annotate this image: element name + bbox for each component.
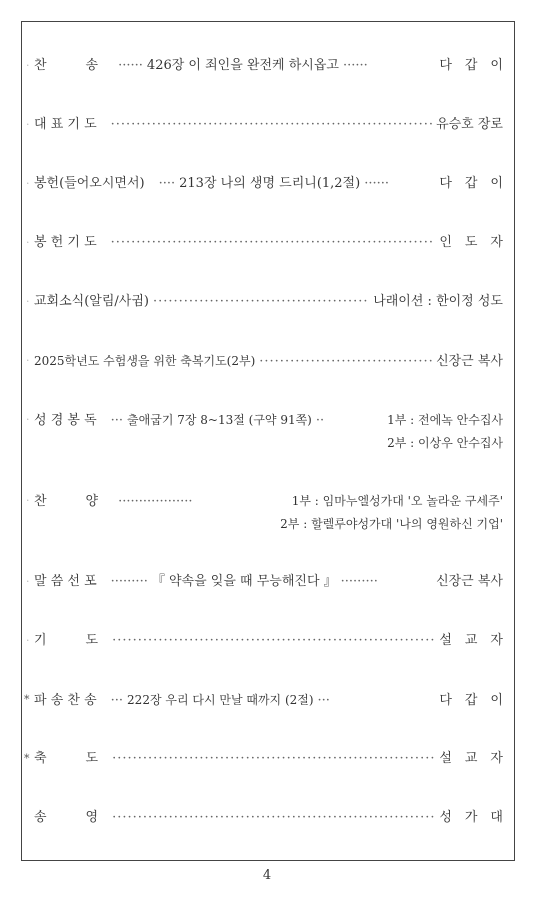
bullet-mark: · bbox=[26, 575, 30, 588]
item-detail: 출애굽기 7장 8~13절 (구약 91쪽) bbox=[127, 413, 312, 427]
item-responsible: 나래이션 : 한이정 성도 bbox=[373, 294, 503, 309]
order-item-doxology bbox=[34, 810, 503, 826]
item-responsible: 설 교 자 bbox=[439, 633, 503, 648]
leader-dots: ······ bbox=[364, 176, 389, 191]
item-responsible: 인 도 자 bbox=[439, 235, 503, 250]
item-title: 봉 헌 기 도 bbox=[34, 235, 97, 250]
order-item-prayer bbox=[26, 633, 503, 649]
bullet-mark: · bbox=[26, 177, 30, 190]
item-responsible: 다 갑 이 bbox=[439, 58, 503, 73]
bullet-mark: * bbox=[24, 693, 30, 706]
leader-dots bbox=[111, 117, 432, 133]
order-item-offering bbox=[26, 176, 503, 192]
bullet-mark: · bbox=[26, 413, 30, 426]
bullet-mark: · bbox=[26, 634, 30, 647]
bullet-mark: · bbox=[26, 236, 30, 249]
order-item-benediction bbox=[24, 751, 503, 767]
item-responsible: 신장근 복사 bbox=[436, 354, 503, 369]
leader-dots: ··· bbox=[317, 693, 330, 708]
item-title: 파 송 찬 송 bbox=[34, 693, 97, 708]
item-title: 말 씀 선 포 bbox=[34, 574, 97, 589]
item-title: 성 경 봉 독 bbox=[34, 413, 97, 428]
leader-dots: ·················· bbox=[118, 494, 193, 509]
bullet-mark: · bbox=[26, 354, 30, 367]
order-item-hymn bbox=[26, 58, 503, 74]
order-item-blessing-prayer bbox=[26, 353, 503, 370]
bullet-mark: * bbox=[24, 752, 30, 765]
leader-dots: ······ bbox=[342, 58, 368, 73]
item-title: 찬 송 bbox=[34, 58, 99, 73]
item-detail: 426장 이 죄인을 완전케 하시옵고 bbox=[146, 58, 339, 73]
page-number: 4 bbox=[262, 868, 272, 883]
item-title: 축 도 bbox=[34, 751, 99, 766]
item-responsible-2: 2부 : 할렐루야성가대 '나의 영원하신 기업' bbox=[280, 517, 503, 531]
item-title: 2025학년도 수험생을 위한 축복기도(2부) bbox=[34, 354, 256, 368]
leader-dots: ·· bbox=[315, 413, 325, 428]
leader-dots: ······ bbox=[118, 58, 143, 73]
item-detail: 213장 나의 생명 드리니(1,2절) bbox=[179, 176, 361, 191]
leader-dots bbox=[112, 751, 435, 767]
item-responsible: 다 갑 이 bbox=[439, 693, 503, 708]
item-title: 송 영 bbox=[34, 810, 99, 825]
item-title: 기 도 bbox=[34, 633, 99, 648]
leader-dots: ··· bbox=[110, 693, 124, 708]
item-responsible: 다 갑 이 bbox=[439, 176, 503, 191]
leader-dots: ········· bbox=[110, 574, 148, 589]
item-title: 대 표 기 도 bbox=[34, 117, 97, 132]
leader-dots: ···· bbox=[158, 176, 176, 191]
item-responsible: 유승호 장로 bbox=[436, 117, 503, 132]
order-item-representative-prayer bbox=[26, 117, 503, 133]
item-title: 봉헌(들어오시면서) bbox=[34, 176, 145, 191]
sermon-title: 『 약속을 잊을 때 무능해진다 』 bbox=[151, 574, 337, 589]
order-item-sending-hymn bbox=[24, 692, 503, 709]
leader-dots: ········· bbox=[340, 574, 378, 589]
order-item-offering-prayer bbox=[26, 235, 503, 251]
item-title: 찬 양 bbox=[34, 494, 99, 509]
order-item-church-news bbox=[26, 294, 503, 310]
bullet-mark: · bbox=[26, 494, 30, 507]
item-responsible: 1부 : 임마누엘성가대 '오 놀라운 구세주' bbox=[291, 494, 503, 508]
order-item-choir-anthem bbox=[26, 493, 503, 532]
bullet-mark: · bbox=[26, 295, 30, 308]
leader-dots bbox=[111, 235, 436, 251]
item-responsible-2: 2부 : 이상우 안수집사 bbox=[387, 436, 503, 450]
leader-dots bbox=[112, 633, 435, 649]
order-item-sermon bbox=[26, 574, 503, 590]
item-responsible: 성 가 대 bbox=[439, 810, 503, 825]
item-title: 교회소식(알림/사귐) bbox=[34, 294, 149, 309]
item-responsible: 설 교 자 bbox=[439, 751, 503, 766]
item-responsible: 신장근 복사 bbox=[436, 574, 503, 589]
leader-dots bbox=[259, 354, 432, 370]
item-responsible: 1부 : 전에녹 안수집사 bbox=[387, 413, 503, 427]
leader-dots bbox=[153, 294, 369, 310]
leader-dots bbox=[112, 810, 435, 826]
leader-dots: ··· bbox=[110, 413, 124, 428]
bullet-mark: · bbox=[26, 59, 30, 72]
bullet-mark: · bbox=[26, 118, 30, 131]
item-detail: 222장 우리 다시 만날 때까지 (2절) bbox=[127, 693, 314, 707]
order-item-scripture-reading bbox=[26, 412, 503, 451]
